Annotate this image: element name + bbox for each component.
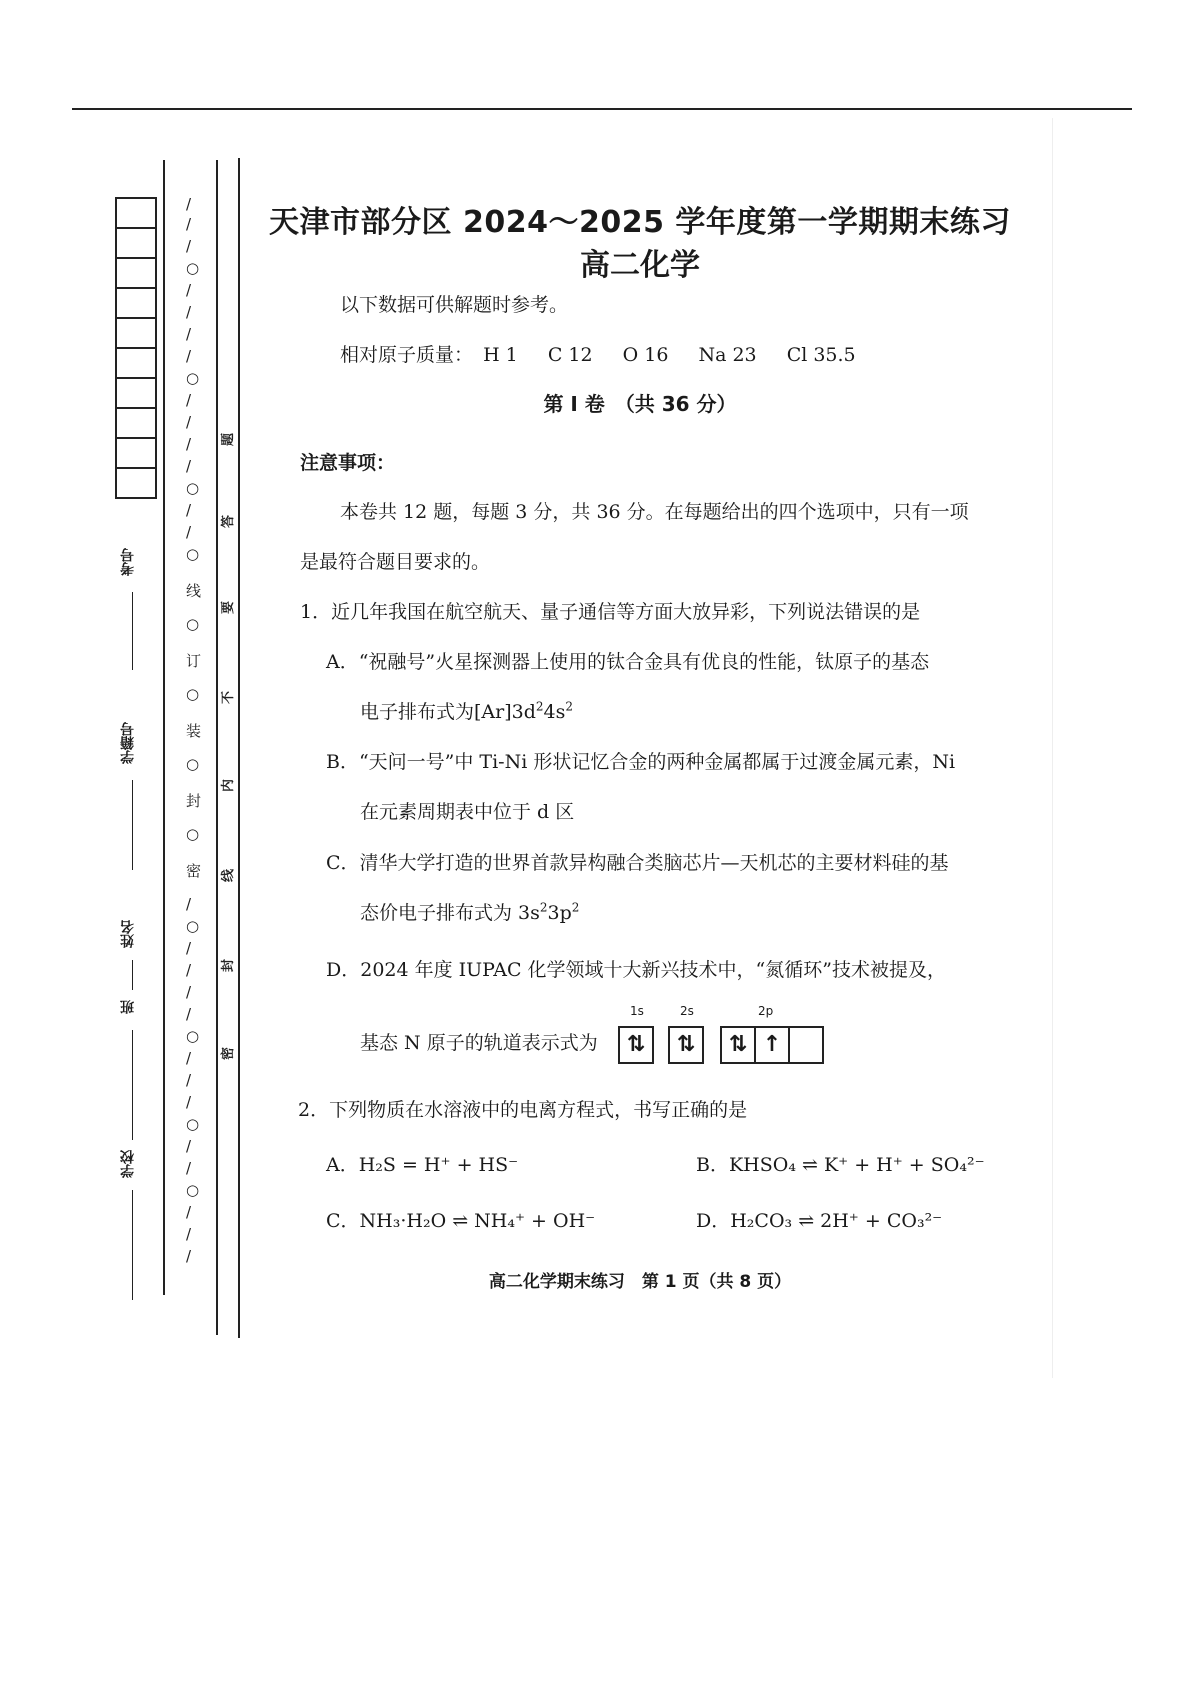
q1-option-a-cont (360, 697, 573, 724)
warn-char: 封 (221, 958, 237, 973)
orbital-box: ↑ (756, 1028, 790, 1062)
q1-a-text: 4s (543, 701, 566, 723)
warn-char: 不 (221, 690, 237, 705)
notice-heading: 注意事项： (300, 452, 396, 474)
q2-b-label: B． (696, 1154, 729, 1176)
atomic-mass: H 1 (483, 344, 518, 366)
q1-option-c: C．清华大学打造的世界首款异构融合类脑芯片—天机芯的主要材料硅的基 (326, 852, 949, 874)
orbital-box: ⇅ (626, 1032, 646, 1057)
q2-option-d (696, 1206, 942, 1233)
q1-a-text: 电子排布式为[Ar]3d (360, 701, 536, 723)
notice-line: 是最符合题目要求的。 (300, 551, 491, 573)
school-label: 学校 (120, 1150, 136, 1178)
exam-no-label: 考号 (120, 548, 136, 576)
warn-char: 题 (221, 432, 237, 447)
warn-char: 密 (221, 1046, 237, 1061)
exam-no-field[interactable] (132, 592, 133, 670)
exam-number-box[interactable] (117, 229, 155, 259)
q1-option-c-cont (360, 898, 579, 925)
notice-line: 本卷共 12 题，每题 3 分，共 36 分。在每题给出的四个选项中，只有一项 (340, 501, 969, 523)
warn-char: 答 (221, 514, 237, 529)
q1-c-text: 态价电子排布式为 3s (360, 902, 540, 924)
exam-number-box[interactable] (117, 319, 155, 349)
q2-d-equation: H₂CO₃ ⇌ 2H⁺ + CO₃²⁻ (730, 1210, 943, 1232)
exam-number-box[interactable] (117, 199, 155, 229)
orbital-box (790, 1028, 822, 1062)
orbital-1s (618, 1004, 654, 1064)
q2-a-equation: H₂S = H⁺ + HS⁻ (358, 1154, 519, 1176)
warn-char: 线 (221, 868, 237, 883)
exam-number-box[interactable] (117, 409, 155, 439)
exam-number-box[interactable] (117, 289, 155, 319)
q1-option-d: D．2024 年度 IUPAC 化学领域十大新兴技术中，“氮循环”技术被提及， (326, 959, 946, 981)
q2-b-equation: KHSO₄ ⇌ K⁺ + H⁺ + SO₄²⁻ (728, 1154, 985, 1176)
orbital-label: 2p (758, 1004, 774, 1018)
atomic-mass: O 16 (622, 344, 669, 366)
exam-number-box[interactable] (117, 439, 155, 469)
seal-char-ding: 订 (186, 652, 202, 670)
q1-option-d-cont: 基态 N 原子的轨道表示式为 (360, 1032, 598, 1054)
seal-char-xian: 线 (186, 582, 202, 600)
atomic-masses (340, 340, 880, 367)
binding-rule-left (163, 160, 165, 1295)
q2-option-b (696, 1150, 985, 1177)
warn-char: 要 (221, 600, 237, 615)
exam-number-box[interactable] (117, 349, 155, 379)
q1-c-sup: 2 (539, 900, 548, 915)
orbital-2s (668, 1004, 704, 1064)
atomic-mass: C 12 (547, 344, 593, 366)
seal-char-mi: 密 (186, 862, 202, 880)
class-label: 班 (120, 1000, 136, 1014)
subject-title: 高二化学 (580, 248, 700, 283)
section-title: 第 Ⅰ 卷 （共 36 分） (543, 392, 737, 416)
binding-rule-right (216, 160, 218, 1335)
q1-option-a: A．“祝融号”火星探测器上使用的钛合金具有优良的性能，钛原子的基态 (326, 651, 930, 673)
binding-rule-outer (238, 158, 240, 1338)
q1-a-sup: 2 (565, 699, 574, 714)
name-label: 姓名 (120, 920, 136, 948)
student-no-label: 学籍号 (120, 722, 136, 764)
orbital-2p (720, 1004, 824, 1064)
q2-option-c (326, 1206, 595, 1233)
orbital-box: ⇅ (722, 1028, 756, 1062)
exam-number-boxes[interactable] (115, 197, 157, 499)
q1-option-b: B．“天问一号”中 Ti-Ni 形状记忆合金的两种金属都属于过渡金属元素，Ni (326, 751, 956, 773)
q1-c-sup: 2 (571, 900, 580, 915)
top-rule (72, 108, 1132, 110)
name-field[interactable] (132, 960, 133, 990)
atomic-mass-label: 相对原子质量： (340, 344, 474, 366)
q2-c-equation: NH₃·H₂O ⇌ NH₄⁺ + OH⁻ (359, 1210, 596, 1232)
q2-stem: 2．下列物质在水溶液中的电离方程式，书写正确的是 (298, 1099, 748, 1121)
q1-stem: 1．近几年我国在航空航天、量子通信等方面大放异彩，下列说法错误的是 (300, 601, 921, 623)
exam-title: 天津市部分区 2024～2025 学年度第一学期期末练习 (269, 205, 1011, 240)
atomic-mass: Na 23 (698, 344, 757, 366)
reference-note: 以下数据可供解题时参考。 (340, 294, 569, 316)
exam-number-box[interactable] (117, 379, 155, 409)
q1-option-b-cont: 在元素周期表中位于 d 区 (360, 801, 575, 823)
q2-c-label: C． (326, 1210, 360, 1232)
orbital-label: 2s (680, 1004, 694, 1018)
warn-char: 内 (221, 778, 237, 793)
student-no-field[interactable] (132, 780, 133, 870)
page-edge (1052, 118, 1053, 1378)
exam-number-box[interactable] (117, 259, 155, 289)
seal-char-zhuang: 装 (186, 722, 202, 740)
q2-option-a (326, 1150, 518, 1177)
q1-c-text: 3p (547, 902, 572, 924)
atomic-mass: Cl 35.5 (786, 344, 856, 366)
page-footer: 高二化学期末练习 第 1 页（共 8 页） (488, 1272, 792, 1292)
exam-number-box[interactable] (117, 469, 155, 499)
school-field[interactable] (132, 1190, 133, 1300)
q1-a-sup: 2 (535, 699, 544, 714)
cut-guide: / / / ○ / / / / ○ / / / / ○ / / ○ 线 ○ 订 ○ 装 ○ 封 ○ 密 / ○ / / / / ○ / / / ○ / / ○ / / / (186, 195, 202, 1265)
q2-d-label: D． (696, 1210, 731, 1232)
q2-a-label: A． (326, 1154, 359, 1176)
class-field[interactable] (132, 1030, 133, 1140)
seal-char-feng: 封 (186, 792, 202, 810)
orbital-label: 1s (630, 1004, 644, 1018)
orbital-box: ⇅ (676, 1032, 696, 1057)
